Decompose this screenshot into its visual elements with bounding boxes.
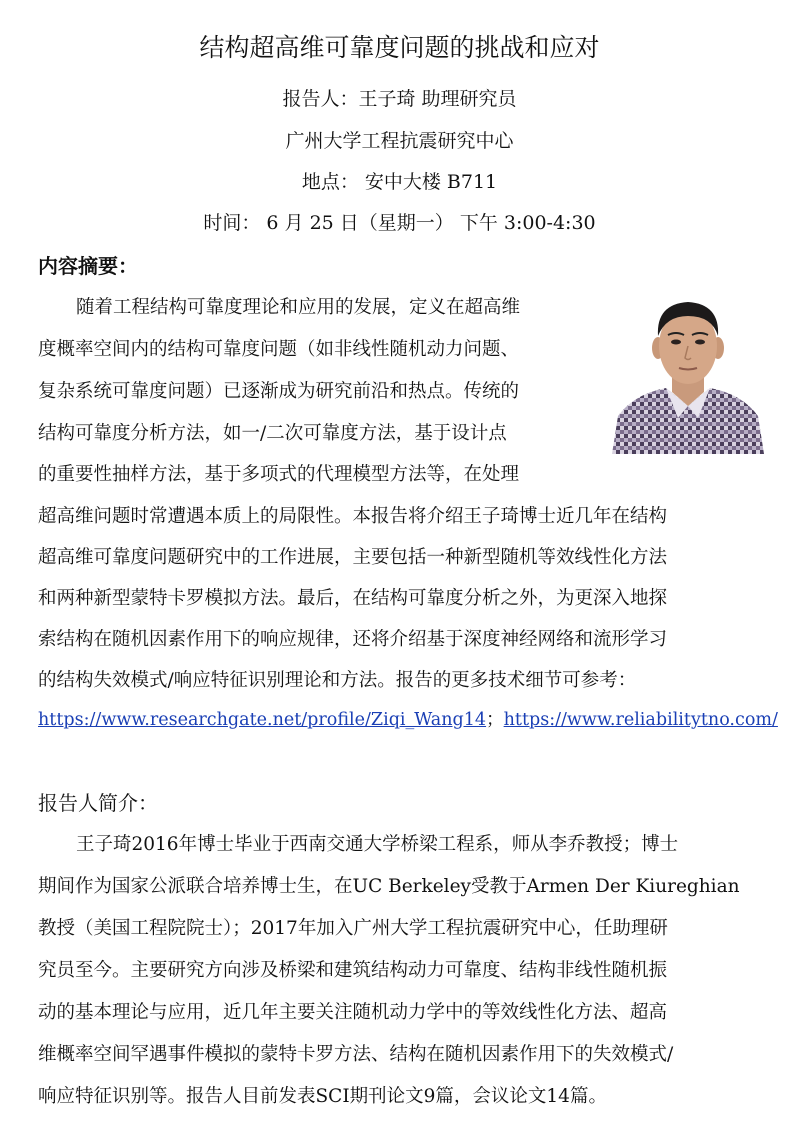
abstract-line: 的结构失效模式/响应特征识别理论和方法。报告的更多技术细节可参考： (38, 670, 637, 691)
researchgate-link[interactable]: https://www.researchgate.net/profile/Ziqi_Wang14 (38, 710, 487, 730)
abstract-line: 随着工程结构可靠度理论和应用的发展，定义在超高维 (76, 297, 521, 318)
link-separator: ； (486, 710, 504, 730)
abstract-line: 结构可靠度分析方法，如一/二次可靠度方法，基于设计点 (38, 423, 507, 444)
bio-heading: 报告人简介： (38, 791, 158, 815)
bio-line: 究员至今。主要研究方向涉及桥梁和建筑结构动力可靠度、结构非线性随机振 (38, 960, 668, 981)
bio-line: 教授（美国工程院院士）；2017年加入广州大学工程抗震研究中心，任助理研 (38, 918, 668, 939)
reliabilitytno-link[interactable]: https://www.reliabilitytno.com/ (503, 710, 778, 730)
abstract-line: 超高维问题时常遭遇本质上的局限性。本报告将介绍王子琦博士近几年在结构 (38, 506, 668, 527)
page-title: 结构超高维可靠度问题的挑战和应对 (199, 33, 600, 62)
abstract-line: 索结构在随机因素作用下的响应规律，还将介绍基于深度神经网络和流形学习 (38, 629, 668, 650)
reference-links (38, 706, 778, 731)
abstract-line: 复杂系统可靠度问题）已逐渐成为研究前沿和热点。传统的 (38, 381, 520, 402)
bio-line: 动的基本理论与应用，近几年主要关注随机动力学中的等效线性化方法、超高 (38, 1002, 668, 1023)
bio-line: 响应特征识别等。报告人目前发表SCI期刊论文9篇，会议论文14篇。 (38, 1086, 607, 1107)
bio-line: 期间作为国家公派联合培养博士生，在UC Berkeley受教于Armen Der Kiureghian (38, 876, 740, 897)
bio-line: 维概率空间罕遇事件模拟的蒙特卡罗方法、结构在随机因素作用下的失效模式/ (38, 1044, 674, 1065)
affiliation-line: 广州大学工程抗震研究中心 (285, 130, 514, 152)
abstract-line: 超高维可靠度问题研究中的工作进展，主要包括一种新型随机等效线性化方法 (38, 547, 668, 568)
speaker-line: 报告人：王子琦 助理研究员 (282, 88, 517, 110)
abstract-line: 的重要性抽样方法，基于多项式的代理模型方法等，在处理 (38, 464, 520, 485)
location-line: 地点： 安中大楼 B711 (301, 171, 498, 193)
abstract-line: 和两种新型蒙特卡罗模拟方法。最后，在结构可靠度分析之外，为更深入地探 (38, 588, 668, 609)
abstract-line: 度概率空间内的结构可靠度问题（如非线性随机动力问题、 (38, 339, 520, 360)
bio-line: 王子琦2016年博士毕业于西南交通大学桥梁工程系，师从李乔教授；博士 (76, 834, 679, 855)
abstract-heading: 内容摘要： (38, 254, 138, 278)
speaker-portrait-image (604, 294, 772, 454)
time-line: 时间： 6 月 25 日（星期一） 下午 3:00-4:30 (203, 212, 596, 234)
speaker-photo (604, 294, 772, 454)
